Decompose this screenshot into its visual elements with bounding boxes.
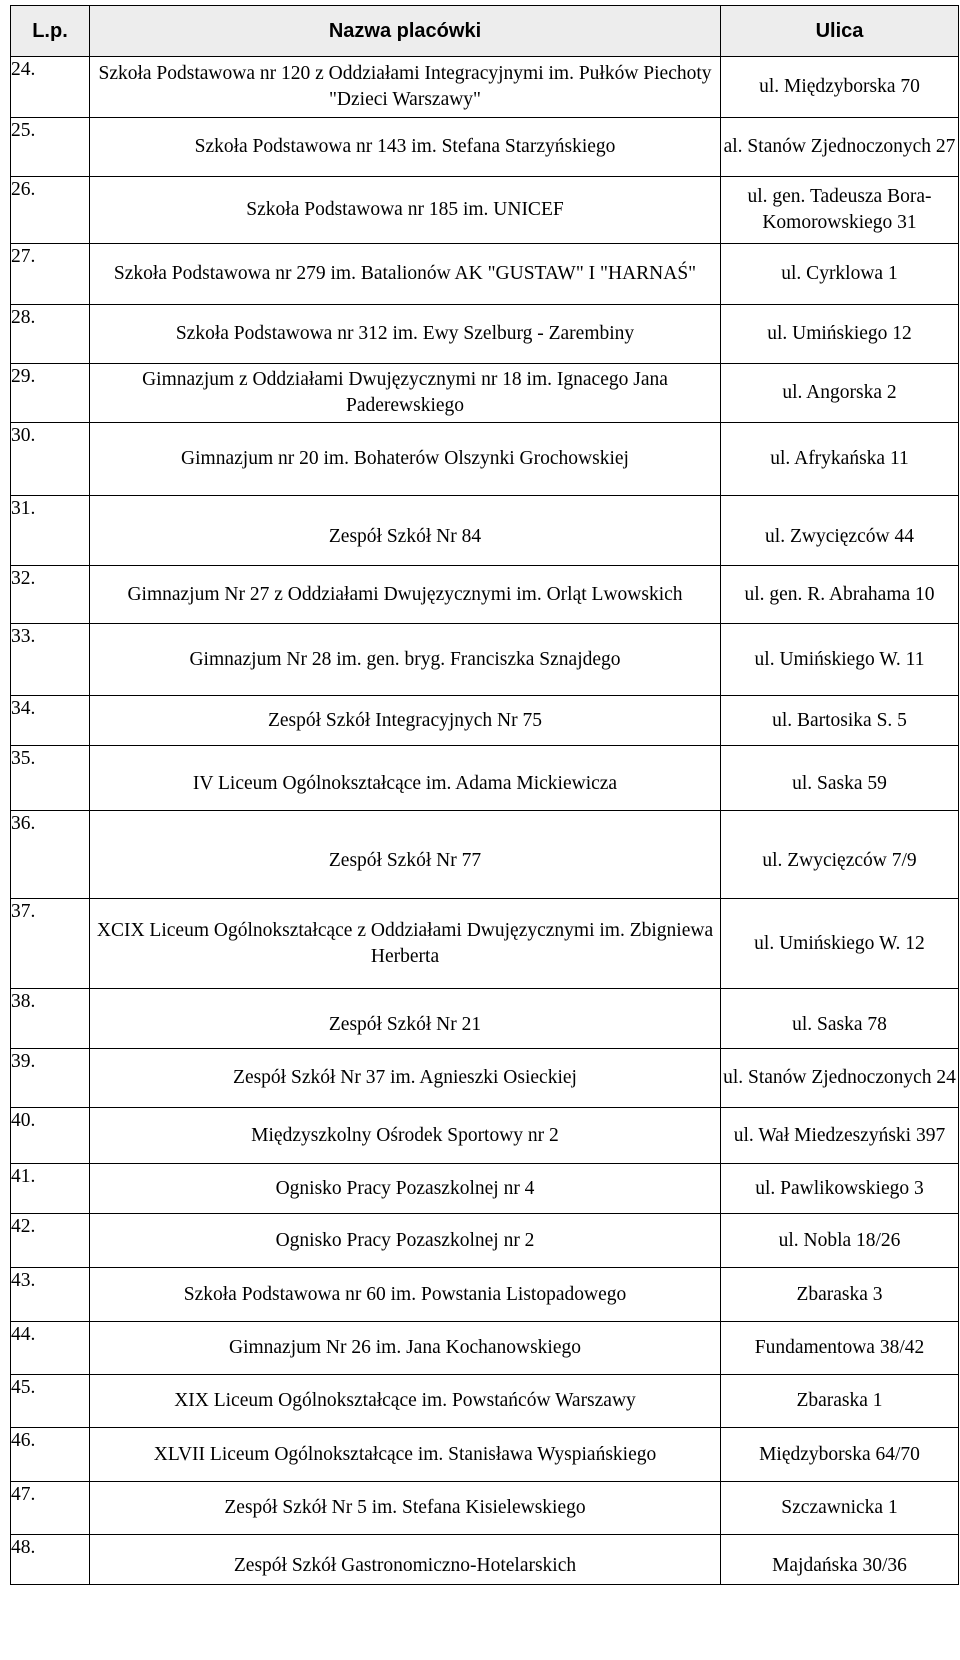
table-row (11, 1049, 959, 1108)
row-lp: 42. (11, 1214, 90, 1268)
row-name: XCIX Liceum Ogólnokształcące z Oddziałami Dwujęzycznymi im. Zbigniewa Herberta (90, 899, 721, 989)
table-row (11, 118, 959, 177)
row-name: Szkoła Podstawowa nr 185 im. UNICEF (90, 177, 721, 244)
row-lp: 26. (11, 177, 90, 244)
row-name: XLVII Liceum Ogólnokształcące im. Stanisława Wyspiańskiego (90, 1428, 721, 1482)
row-name: Gimnazjum nr 20 im. Bohaterów Olszynki Grochowskiej (90, 423, 721, 496)
row-lp: 25. (11, 118, 90, 177)
row-lp: 46. (11, 1428, 90, 1482)
row-name: XIX Liceum Ogólnokształcące im. Powstańców Warszawy (90, 1375, 721, 1428)
row-name: Szkoła Podstawowa nr 312 im. Ewy Szelburg - Zarembiny (90, 305, 721, 364)
table-row (11, 566, 959, 624)
row-street: Zbaraska 1 (721, 1375, 959, 1428)
row-street: al. Stanów Zjednoczonych 27 (721, 118, 959, 177)
row-name: Szkoła Podstawowa nr 143 im. Stefana Starzyńskiego (90, 118, 721, 177)
row-name: Gimnazjum Nr 28 im. gen. bryg. Franciszka Sznajdego (90, 624, 721, 696)
row-lp: 40. (11, 1108, 90, 1164)
row-name: Szkoła Podstawowa nr 120 z Oddziałami Integracyjnymi im. Pułków Piechoty "Dzieci Warszawy" (90, 57, 721, 118)
row-street: Fundamentowa 38/42 (721, 1322, 959, 1375)
row-lp: 43. (11, 1268, 90, 1322)
table-row (11, 1214, 959, 1268)
row-name: Gimnazjum Nr 26 im. Jana Kochanowskiego (90, 1322, 721, 1375)
row-street: ul. Saska 78 (721, 989, 959, 1049)
row-lp: 33. (11, 624, 90, 696)
row-lp: 24. (11, 57, 90, 118)
row-street: ul. Pawlikowskiego 3 (721, 1164, 959, 1214)
table-row (11, 1164, 959, 1214)
row-lp: 48. (11, 1535, 90, 1585)
table-row (11, 364, 959, 423)
row-street: ul. Bartosika S. 5 (721, 696, 959, 746)
row-street: Zbaraska 3 (721, 1268, 959, 1322)
row-name: IV Liceum Ogólnokształcące im. Adama Mickiewicza (90, 746, 721, 811)
row-street: ul. gen. Tadeusza Bora-Komorowskiego 31 (721, 177, 959, 244)
table-row (11, 746, 959, 811)
row-lp: 45. (11, 1375, 90, 1428)
row-name: Szkoła Podstawowa nr 60 im. Powstania Listopadowego (90, 1268, 721, 1322)
row-name: Zespół Szkół Nr 84 (90, 496, 721, 566)
table-row (11, 1428, 959, 1482)
row-street: ul. gen. R. Abrahama 10 (721, 566, 959, 624)
row-name: Ognisko Pracy Pozaszkolnej nr 4 (90, 1164, 721, 1214)
table-row (11, 244, 959, 305)
row-lp: 28. (11, 305, 90, 364)
row-lp: 44. (11, 1322, 90, 1375)
table-row (11, 899, 959, 989)
row-street: ul. Angorska 2 (721, 364, 959, 423)
table-row (11, 1482, 959, 1535)
row-lp: 30. (11, 423, 90, 496)
schools-table (10, 5, 959, 1585)
table-row (11, 496, 959, 566)
row-street: ul. Umińskiego W. 12 (721, 899, 959, 989)
row-street: ul. Nobla 18/26 (721, 1214, 959, 1268)
row-lp: 36. (11, 811, 90, 899)
row-lp: 39. (11, 1049, 90, 1108)
row-lp: 34. (11, 696, 90, 746)
table-row (11, 1375, 959, 1428)
row-street: ul. Umińskiego 12 (721, 305, 959, 364)
row-lp: 35. (11, 746, 90, 811)
row-lp: 47. (11, 1482, 90, 1535)
row-name: Zespół Szkół Nr 21 (90, 989, 721, 1049)
row-street: Międzyborska 64/70 (721, 1428, 959, 1482)
header-row (11, 6, 959, 57)
table-row (11, 811, 959, 899)
row-name: Międzyszkolny Ośrodek Sportowy nr 2 (90, 1108, 721, 1164)
row-street: ul. Cyrklowa 1 (721, 244, 959, 305)
row-street: ul. Stanów Zjednoczonych 24 (721, 1049, 959, 1108)
row-street: ul. Międzyborska 70 (721, 57, 959, 118)
table-row (11, 1108, 959, 1164)
row-name: Zespół Szkół Nr 37 im. Agnieszki Osieckiej (90, 1049, 721, 1108)
row-name: Szkoła Podstawowa nr 279 im. Batalionów AK "GUSTAW" I "HARNAŚ" (90, 244, 721, 305)
table-row (11, 989, 959, 1049)
row-name: Ognisko Pracy Pozaszkolnej nr 2 (90, 1214, 721, 1268)
table-row (11, 423, 959, 496)
row-name: Gimnazjum Nr 27 z Oddziałami Dwujęzycznymi im. Orląt Lwowskich (90, 566, 721, 624)
row-name: Zespół Szkół Nr 77 (90, 811, 721, 899)
table-row (11, 57, 959, 118)
row-lp: 37. (11, 899, 90, 989)
header-lp: L.p. (11, 6, 90, 57)
table-row (11, 1268, 959, 1322)
row-name: Zespół Szkół Gastronomiczno-Hotelarskich (90, 1535, 721, 1585)
row-street: ul. Zwycięzców 7/9 (721, 811, 959, 899)
row-lp: 41. (11, 1164, 90, 1214)
row-street: ul. Wał Miedzeszyński 397 (721, 1108, 959, 1164)
table-row (11, 624, 959, 696)
table-row (11, 1322, 959, 1375)
row-street: ul. Umińskiego W. 11 (721, 624, 959, 696)
row-street: Majdańska 30/36 (721, 1535, 959, 1585)
table-row (11, 1535, 959, 1585)
table-row (11, 305, 959, 364)
row-street: ul. Saska 59 (721, 746, 959, 811)
table-row (11, 177, 959, 244)
row-lp: 27. (11, 244, 90, 305)
row-street: ul. Afrykańska 11 (721, 423, 959, 496)
row-lp: 38. (11, 989, 90, 1049)
table-row (11, 696, 959, 746)
row-street: Szczawnicka 1 (721, 1482, 959, 1535)
row-name: Zespół Szkół Nr 5 im. Stefana Kisielewskiego (90, 1482, 721, 1535)
row-lp: 31. (11, 496, 90, 566)
row-name: Gimnazjum z Oddziałami Dwujęzycznymi nr 18 im. Ignacego Jana Paderewskiego (90, 364, 721, 423)
row-lp: 29. (11, 364, 90, 423)
row-street: ul. Zwycięzców 44 (721, 496, 959, 566)
row-name: Zespół Szkół Integracyjnych Nr 75 (90, 696, 721, 746)
row-lp: 32. (11, 566, 90, 624)
header-street: Ulica (721, 6, 959, 57)
header-name: Nazwa placówki (90, 6, 721, 57)
